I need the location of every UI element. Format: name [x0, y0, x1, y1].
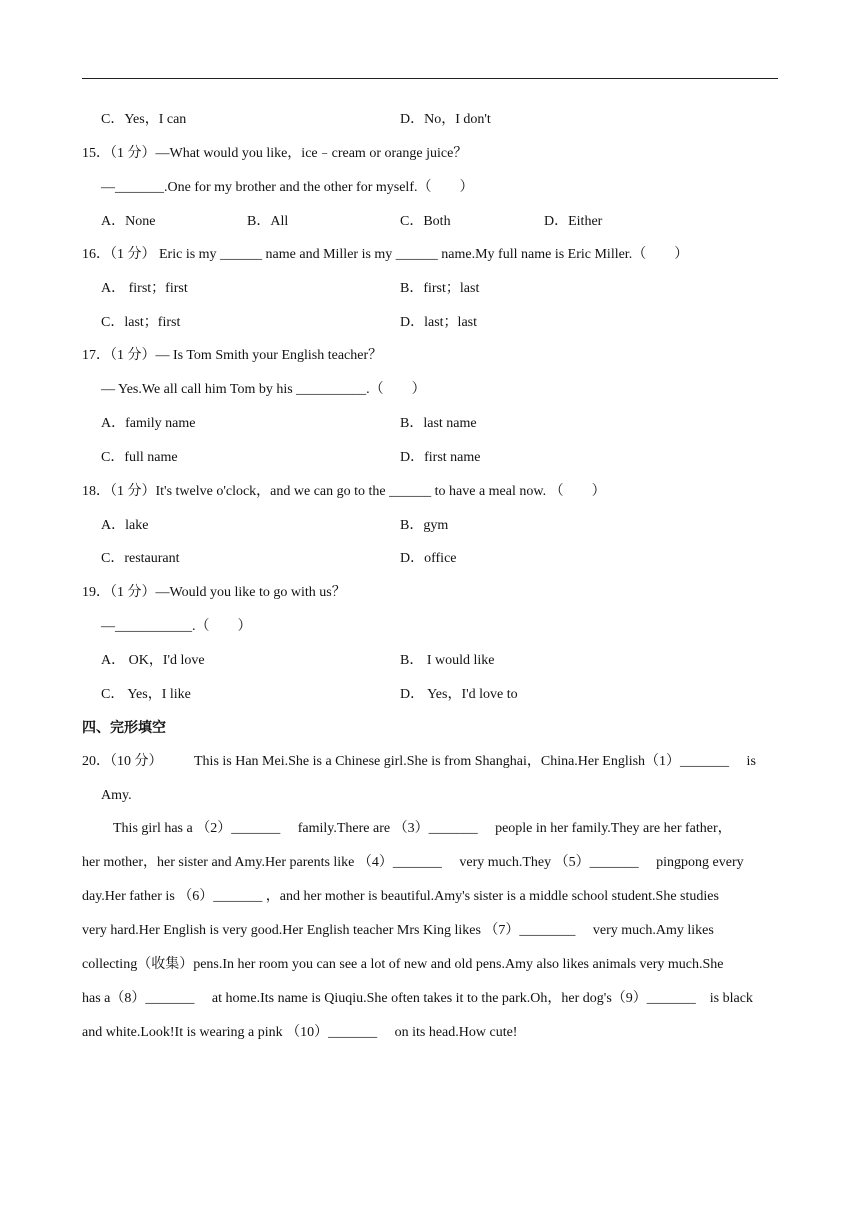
q19-option-d: D． Yes，I'd love to — [400, 687, 518, 702]
q18-option-b: B．gym — [400, 518, 449, 533]
q17-option-b: B．last name — [400, 416, 477, 431]
q19-option-c: C． Yes，I like — [101, 687, 191, 702]
passage-line: day.Her father is （6）_______ ，and her mother is beautiful.Amy's sister is a middle school student.She studies — [82, 889, 719, 904]
q17-option-a: A．family name — [101, 416, 196, 431]
q15-option-c: C．Both — [400, 214, 451, 229]
passage-line: her mother，her sister and Amy.Her parents like （4）_______ very much.They （5）_______ pingpong every — [82, 855, 744, 870]
passage-line: This girl has a （2）_______ family.There are （3）_______ people in her family.They are her father， — [113, 821, 732, 836]
q16-stem: 16．（1 分） Eric is my ______ name and Miller is my ______ name.My full name is Eric Miller.（ ） — [82, 247, 689, 262]
passage-line: has a（8）_______ at home.Its name is Qiuqiu.She often takes it to the park.Oh，her dog's（9）_______ is black — [82, 991, 753, 1006]
q18-option-c: C．restaurant — [101, 551, 180, 566]
q20-stem: This is Han Mei.She is a Chinese girl.She is from Shanghai，China.Her English（1）_______ is — [194, 754, 756, 769]
q15-option-b: B．All — [247, 214, 289, 229]
q20-stem-continued: Amy. — [101, 788, 132, 803]
q15-option-a: A．None — [101, 214, 156, 229]
q18-stem: 18．（1 分）It's twelve o'clock，and we can go to the ______ to have a meal now. （ ） — [82, 484, 606, 499]
q17-line2: — Yes.We all call him Tom by his __________.（ ） — [101, 382, 426, 397]
section-title-cloze: 四、完形填空 — [82, 720, 166, 736]
header-rule — [82, 78, 778, 79]
q18-option-d: D．office — [400, 551, 457, 566]
q19-stem: 19．（1 分）—Would you like to go with us？ — [82, 585, 346, 600]
q15-stem: 15．（1 分）—What would you like，ice﹣cream or orange juice？ — [82, 146, 468, 161]
q14-option-c: C．Yes，I can — [101, 112, 187, 127]
q19-option-a: A． OK，I'd love — [101, 653, 205, 668]
q20-number: 20．（10 分） — [82, 754, 163, 769]
q16-option-a: A． first；first — [101, 281, 188, 296]
q19-option-b: B． I would like — [400, 653, 495, 668]
q16-option-b: B．first；last — [400, 281, 480, 296]
passage-line: collecting（收集）pens.In her room you can see a lot of new and old pens.Amy also likes animals very much.She — [82, 957, 724, 972]
passage-line: and white.Look!It is wearing a pink （10）_______ on its head.How cute! — [82, 1025, 518, 1040]
q20-passage — [82, 812, 780, 1050]
q17-option-c: C．full name — [101, 450, 178, 465]
q18-option-a: A．lake — [101, 518, 149, 533]
q15-option-d: D．Either — [544, 214, 603, 229]
q16-option-d: D．last；last — [400, 315, 477, 330]
q17-option-d: D．first name — [400, 450, 481, 465]
q14-option-d: D．No，I don't — [400, 112, 491, 127]
q16-option-c: C．last；first — [101, 315, 181, 330]
passage-line: very hard.Her English is very good.Her English teacher Mrs King likes （7）________ very much.Amy likes — [82, 923, 714, 938]
q19-line2: —___________.（ ） — [101, 619, 252, 634]
q17-stem: 17．（1 分）— Is Tom Smith your English teacher？ — [82, 348, 383, 363]
q15-line2: —_______.One for my brother and the other for myself.（ ） — [101, 180, 474, 195]
